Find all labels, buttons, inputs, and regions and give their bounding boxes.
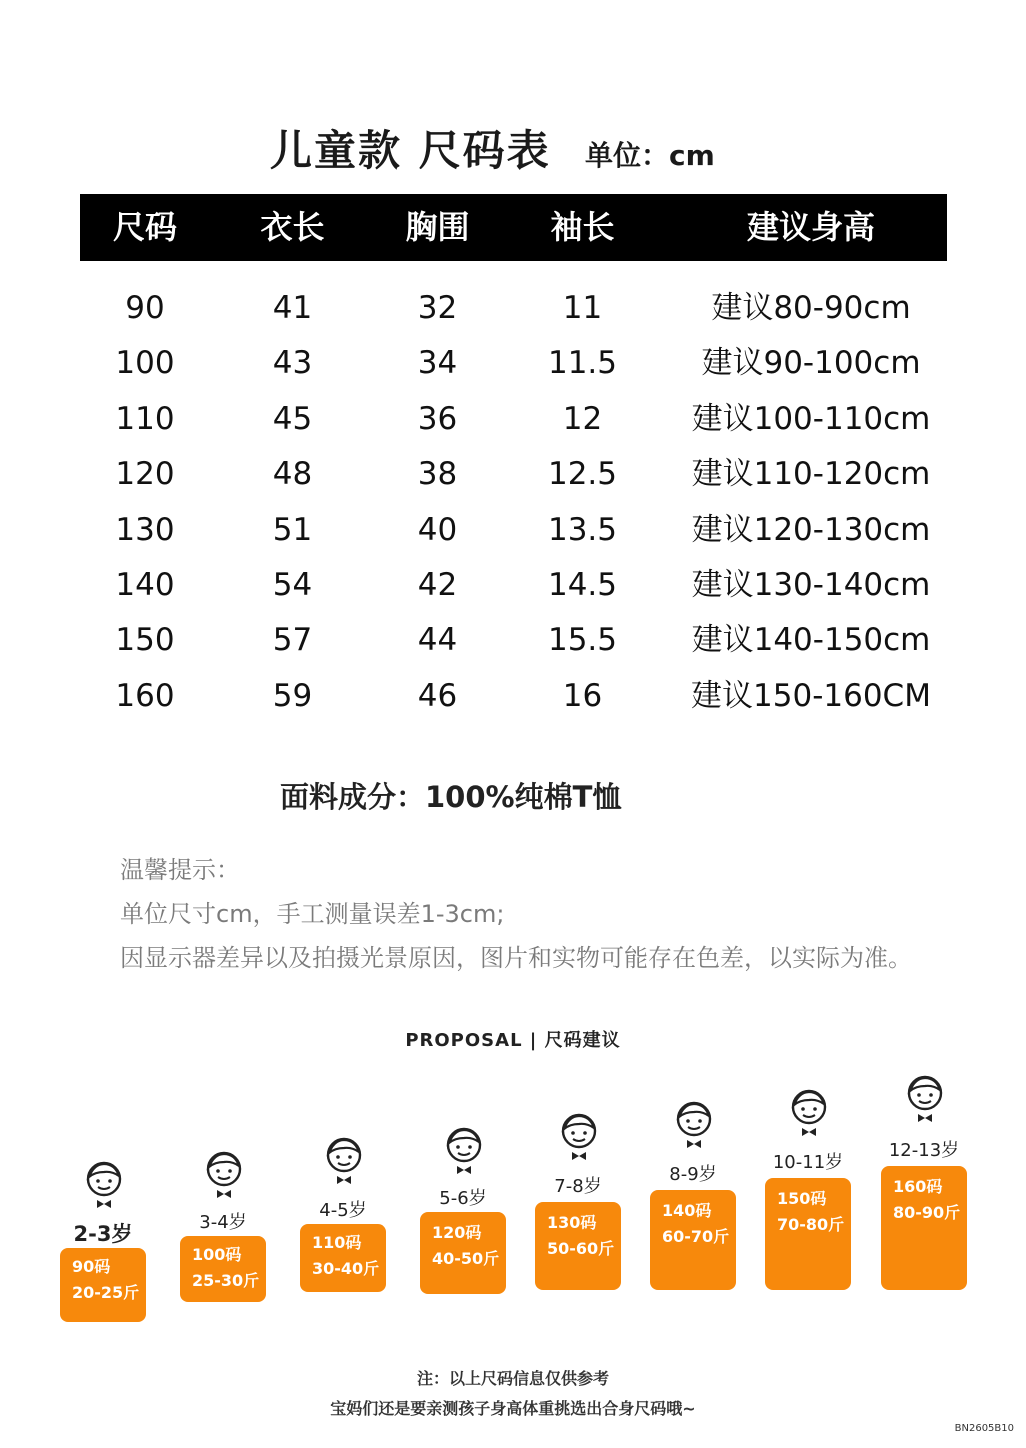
weight-value: 40-50斤	[432, 1249, 500, 1268]
tips-block	[120, 848, 1010, 980]
cell-length: 59	[272, 677, 313, 714]
weight-value: 80-90斤	[893, 1203, 961, 1222]
child-face-icon	[787, 1088, 831, 1138]
size-value: 130码	[547, 1213, 597, 1232]
fabric-composition: 面料成分：100%纯棉T恤	[280, 780, 622, 814]
age-label: 7-8岁	[554, 1176, 602, 1197]
header-sleeve: 袖长	[550, 208, 615, 246]
weight-value: 70-80斤	[777, 1215, 845, 1234]
age-label: 5-6岁	[439, 1188, 487, 1209]
cell-length: 45	[272, 400, 313, 437]
cell-height: 建议110-120cm	[691, 456, 931, 493]
weight-value: 20-25斤	[72, 1283, 140, 1302]
product-code: BN2605B10	[954, 1423, 1014, 1434]
cell-length: 51	[272, 511, 313, 548]
cell-height: 建议100-110cm	[691, 400, 931, 437]
cell-height: 建议130-140cm	[691, 566, 931, 603]
table-row	[80, 447, 947, 502]
cell-size: 150	[115, 622, 175, 659]
size-value: 100码	[192, 1245, 242, 1264]
cell-height: 建议120-130cm	[691, 511, 931, 548]
weight-value: 25-30斤	[192, 1271, 260, 1290]
age-label: 8-9岁	[669, 1164, 717, 1185]
header-size: 尺码	[112, 208, 177, 246]
cell-length: 54	[272, 566, 313, 603]
child-face-icon	[903, 1074, 947, 1124]
age-label: 12-13岁	[888, 1140, 960, 1161]
header-chest: 胸围	[405, 208, 470, 246]
cell-size: 140	[115, 566, 175, 603]
cell-size: 110	[115, 400, 175, 437]
cell-size: 130	[115, 511, 175, 548]
size-card	[881, 1166, 967, 1290]
size-table	[80, 281, 947, 724]
age-label: 4-5岁	[319, 1200, 367, 1221]
note-line: 注：以上尺码信息仅供参考	[416, 1369, 609, 1388]
size-value: 140码	[662, 1201, 712, 1220]
child-face-icon	[672, 1100, 716, 1150]
age-label: 10-11岁	[772, 1152, 844, 1173]
size-card	[180, 1236, 266, 1302]
cell-length: 48	[272, 456, 313, 493]
cell-sleeve: 16	[562, 677, 603, 714]
cell-chest: 44	[417, 622, 458, 659]
cell-chest: 34	[417, 345, 458, 382]
table-row	[80, 503, 947, 558]
table-row	[80, 336, 947, 391]
child-face-icon	[82, 1160, 126, 1210]
cell-height: 建议90-100cm	[701, 345, 921, 382]
tips-heading: 温馨提示：	[120, 856, 240, 884]
cell-sleeve: 11.5	[547, 345, 618, 382]
size-value: 120码	[432, 1223, 482, 1242]
size-value: 110码	[312, 1233, 362, 1252]
header-height: 建议身高	[746, 208, 875, 246]
cell-height: 建议80-90cm	[711, 290, 911, 326]
child-face-icon	[202, 1150, 246, 1200]
proposal-title: PROPOSAL | 尺码建议	[405, 1030, 621, 1051]
cell-chest: 32	[417, 290, 458, 326]
cell-length: 57	[272, 622, 313, 659]
weight-value: 30-40斤	[312, 1259, 380, 1278]
table-header	[80, 194, 947, 261]
cell-height: 建议140-150cm	[691, 622, 931, 659]
size-card	[420, 1212, 506, 1294]
child-face-icon	[322, 1136, 366, 1186]
cell-length: 41	[272, 290, 313, 326]
cell-chest: 38	[417, 456, 458, 493]
cell-sleeve: 12	[562, 400, 603, 437]
child-face-icon	[442, 1126, 486, 1176]
table-row	[80, 613, 947, 668]
size-value: 150码	[777, 1189, 827, 1208]
page-title: 儿童款 尺码表	[270, 126, 551, 175]
size-card	[535, 1202, 621, 1290]
note-line: 宝妈们还是要亲测孩子身高体重挑选出合身尺码哦~	[330, 1399, 696, 1418]
cell-sleeve: 14.5	[547, 566, 618, 603]
table-row	[80, 558, 947, 613]
cell-chest: 40	[417, 511, 458, 548]
tips-line: 单位尺寸cm，手工测量误差1-3cm;	[120, 900, 505, 928]
cell-sleeve: 11	[562, 290, 603, 326]
cell-size: 100	[115, 345, 175, 382]
cell-size: 90	[125, 290, 165, 326]
size-card	[60, 1248, 146, 1322]
size-value: 90码	[72, 1257, 111, 1276]
cell-sleeve: 12.5	[547, 456, 618, 493]
cell-chest: 46	[417, 677, 458, 714]
cell-height: 建议150-160CM	[691, 677, 931, 714]
title-row	[0, 118, 1026, 188]
age-label: 3-4岁	[199, 1212, 247, 1233]
table-row	[80, 281, 947, 336]
cell-size: 160	[115, 677, 175, 714]
header-length: 衣长	[260, 208, 325, 246]
cell-size: 120	[115, 456, 175, 493]
size-value: 160码	[893, 1177, 943, 1196]
weight-value: 60-70斤	[662, 1227, 730, 1246]
size-card	[765, 1178, 851, 1290]
size-card	[650, 1190, 736, 1290]
cell-length: 43	[272, 345, 313, 382]
weight-value: 50-60斤	[547, 1239, 615, 1258]
cell-chest: 42	[417, 566, 458, 603]
tips-line: 因显示器差异以及拍摄光景原因，图片和实物可能存在色差，以实际为准。	[120, 944, 912, 972]
cell-sleeve: 13.5	[547, 511, 618, 548]
table-row	[80, 392, 947, 447]
age-label: 2-3岁	[73, 1222, 133, 1246]
table-row	[80, 669, 947, 724]
size-card	[300, 1224, 386, 1292]
cell-chest: 36	[417, 400, 458, 437]
child-face-icon	[557, 1112, 601, 1162]
cell-sleeve: 15.5	[547, 622, 618, 659]
unit-label: 单位：cm	[585, 139, 715, 172]
